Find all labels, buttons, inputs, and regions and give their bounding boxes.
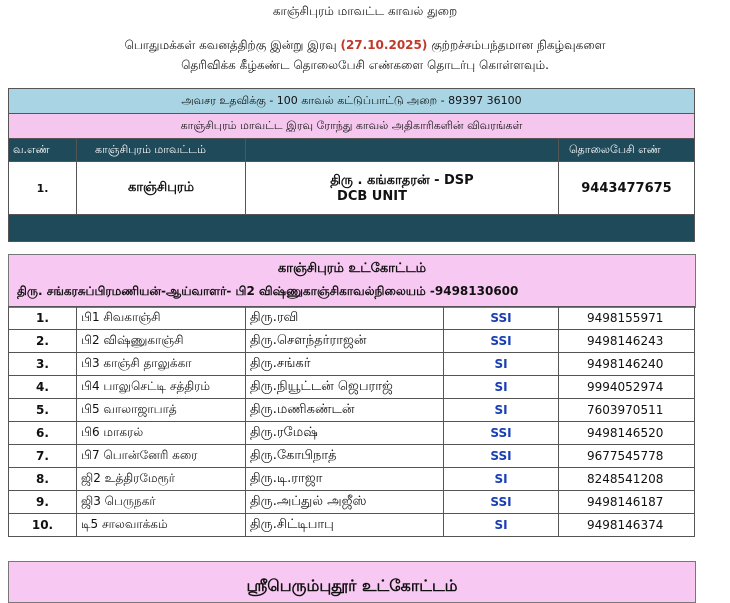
notice-text-before: பொதுமக்கள் கவனத்திற்கு இன்று இரவு — [124, 38, 337, 52]
subdivision-kanchipuram — [8, 254, 696, 308]
row-rank: SSI — [444, 330, 559, 353]
row-officer: திரு.மணிகண்டன் — [246, 399, 444, 422]
district-heading: காஞ்சிபுரம் மாவட்ட இரவு ரோந்து காவல் அதிகாரிகளின் விவரங்கள் — [9, 114, 695, 139]
table-row — [9, 330, 695, 353]
row-rank: SI — [444, 514, 559, 537]
subdivision-2-heading: ஸ்ரீபெரும்புதூர் உட்கோட்டம் — [246, 576, 458, 595]
table-row — [9, 422, 695, 445]
row-station: பி5 வாலாஜாபாத் — [77, 399, 246, 422]
table-row — [9, 399, 695, 422]
row-station: ஜி3 பெருநகர் — [77, 491, 246, 514]
table-row — [9, 468, 695, 491]
row-sno: 2. — [9, 330, 77, 353]
row-station: பி7 பொன்னேரி கரை — [77, 445, 246, 468]
row-officer: திரு.அப்துல் அஜீஸ் — [246, 491, 444, 514]
notice-line-2: தெரிவிக்க கீழ்கண்ட தொலைபேசி எண்களை தொடர்பு கொள்ளவும். — [181, 58, 549, 72]
row-sno: 3. — [9, 353, 77, 376]
row-sno: 7. — [9, 445, 77, 468]
row-phone: 9498146374 — [559, 514, 695, 537]
header-officer — [246, 139, 559, 162]
dsp-sno: 1. — [9, 162, 77, 215]
row-officer: திரு.ரவி — [246, 307, 444, 330]
district-heading-row — [9, 114, 695, 139]
row-rank: SSI — [444, 422, 559, 445]
row-officer: திரு.சங்கர் — [246, 353, 444, 376]
row-phone: 9498155971 — [559, 307, 695, 330]
row-station: பி4 பாலுசெட்டி சத்திரம் — [77, 376, 246, 399]
row-phone: 9498146243 — [559, 330, 695, 353]
dsp-unit: DCB UNIT — [337, 188, 407, 204]
table-row — [9, 376, 695, 399]
row-phone: 7603970511 — [559, 399, 695, 422]
dsp-row — [9, 162, 695, 215]
row-officer: திரு.ரமேஷ் — [246, 422, 444, 445]
row-sno: 1. — [9, 307, 77, 330]
row-station: பி6 மாகரல் — [77, 422, 246, 445]
notice-line-1 — [0, 38, 730, 54]
row-sno: 10. — [9, 514, 77, 537]
row-phone: 9498146187 — [559, 491, 695, 514]
row-sno: 5. — [9, 399, 77, 422]
row-sno: 4. — [9, 376, 77, 399]
row-sno: 6. — [9, 422, 77, 445]
row-phone: 9498146240 — [559, 353, 695, 376]
row-sno: 8. — [9, 468, 77, 491]
row-rank: SSI — [444, 307, 559, 330]
header-sno: வ.எண் — [9, 139, 77, 162]
row-officer: திரு.நியூட்டன் ஜெபராஜ் — [246, 376, 444, 399]
header-district: காஞ்சிபுரம் மாவட்டம் — [77, 139, 246, 162]
row-phone: 9994052974 — [559, 376, 695, 399]
dsp-place: காஞ்சிபுரம் — [77, 162, 246, 215]
notice-text-after: குற்றச்சம்பந்தமான நிகழ்வுகளை — [431, 38, 606, 52]
page-title: காஞ்சிபுரம் மாவட்ட காவல் துறை — [272, 4, 458, 18]
emergency-row — [9, 89, 695, 114]
row-station: டி5 சாலவாக்கம் — [77, 514, 246, 537]
separator-cell — [9, 215, 695, 242]
row-rank: SI — [444, 399, 559, 422]
notice-date: (27.10.2025) — [340, 38, 428, 52]
dsp-officer-cell — [246, 162, 559, 215]
inspector-line: திரு. சங்கரசுப்பிரமணியன்-ஆய்வாளர்- பி2 விஷ்ணுகாஞ்சிகாவல்நிலையம் -9498130600 — [17, 284, 519, 298]
dsp-phone: 9443477675 — [559, 162, 695, 215]
subdivision-heading: காஞ்சிபுரம் உட்கோட்டம் — [277, 261, 427, 276]
row-officer: திரு.கோபிநாத் — [246, 445, 444, 468]
table-header-row — [9, 139, 695, 162]
table-row — [9, 307, 695, 330]
station-officers-table — [8, 306, 695, 537]
row-rank: SSI — [444, 491, 559, 514]
row-sno: 9. — [9, 491, 77, 514]
row-officer: திரு.சௌந்தர்ராஜன் — [246, 330, 444, 353]
header-phone: தொலைபேசி எண் — [559, 139, 695, 162]
row-station: பி2 விஷ்ணுகாஞ்சி — [77, 330, 246, 353]
subdivision-sriperumbudur — [8, 561, 696, 603]
row-station: பி1 சிவகாஞ்சி — [77, 307, 246, 330]
row-phone: 9677545778 — [559, 445, 695, 468]
row-officer: திரு.டி.ராஜா — [246, 468, 444, 491]
row-rank: SI — [444, 376, 559, 399]
table-row — [9, 445, 695, 468]
row-rank: SI — [444, 468, 559, 491]
row-rank: SI — [444, 353, 559, 376]
dsp-officer: திரு . கங்காதரன் - DSP — [330, 172, 474, 188]
row-phone: 9498146520 — [559, 422, 695, 445]
separator-row — [9, 215, 695, 242]
district-officers-table — [8, 88, 695, 242]
table-row — [9, 514, 695, 537]
row-officer: திரு.சிட்டிபாபு — [246, 514, 444, 537]
table-row — [9, 353, 695, 376]
emergency-contact: அவசர உதவிக்கு - 100 காவல் கட்டுப்பாட்டு அறை - 89397 36100 — [9, 89, 695, 114]
row-phone: 8248541208 — [559, 468, 695, 491]
row-station: பி3 காஞ்சி தாலுக்கா — [77, 353, 246, 376]
row-rank: SSI — [444, 445, 559, 468]
row-station: ஜி2 உத்திரமேரூர் — [77, 468, 246, 491]
table-row — [9, 491, 695, 514]
